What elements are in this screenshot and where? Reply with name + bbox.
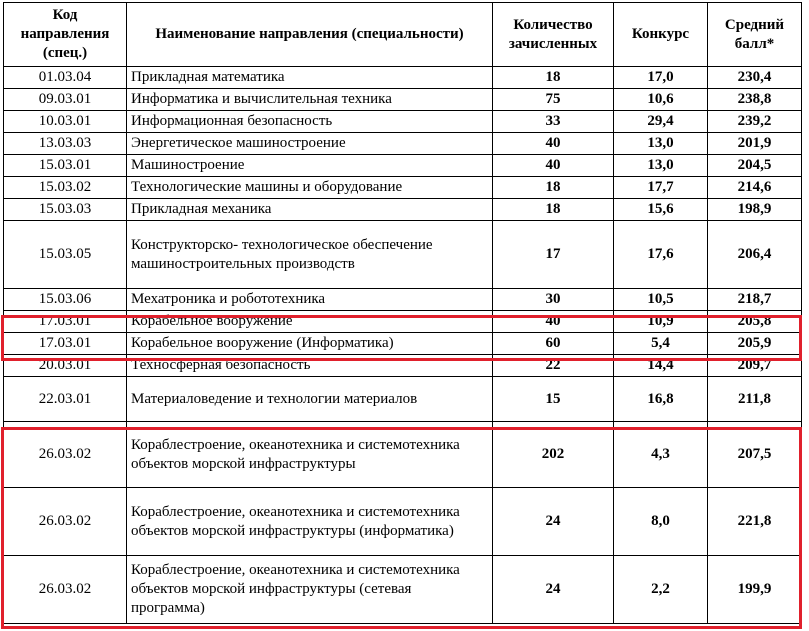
row-name: Кораблестроение, океанотехника и системотехника объектов морской инфраструктуры (сетевая программа) [127,556,493,624]
row-avg-score: 205,9 [708,333,802,355]
row-name: Прикладная математика [127,67,493,89]
row-avg-score: 211,8 [708,377,802,422]
row-name: Конструкторско- технологическое обеспечение машиностроительных производств [127,221,493,289]
row-competition: 29,4 [614,111,708,133]
row-code: 15.03.06 [4,289,127,311]
row-code: 13.03.03 [4,133,127,155]
row-competition: 16,8 [614,377,708,422]
row-enrolled: 40 [493,133,614,155]
row-enrolled: 24 [493,488,614,556]
row-avg-score: 199,9 [708,556,802,624]
row-competition: 15,6 [614,199,708,221]
row-name: Информационная безопасность [127,111,493,133]
table-row [4,155,802,177]
row-enrolled: 18 [493,199,614,221]
row-enrolled: 40 [493,311,614,333]
row-competition: 10,9 [614,311,708,333]
row-code: 01.03.04 [4,67,127,89]
row-code: 09.03.01 [4,89,127,111]
row-enrolled: 40 [493,155,614,177]
row-enrolled: 30 [493,289,614,311]
row-avg-score: 198,9 [708,199,802,221]
row-enrolled: 33 [493,111,614,133]
table-row [4,133,802,155]
row-enrolled: 18 [493,177,614,199]
table-row [4,333,802,355]
row-name: Технологические машины и оборудование [127,177,493,199]
row-competition: 5,4 [614,333,708,355]
row-code: 15.03.01 [4,155,127,177]
row-enrolled: 15 [493,377,614,422]
row-code: 15.03.03 [4,199,127,221]
table-row [4,177,802,199]
row-enrolled: 60 [493,333,614,355]
row-avg-score: 238,8 [708,89,802,111]
row-avg-score: 201,9 [708,133,802,155]
row-competition: 17,6 [614,221,708,289]
row-avg-score: 221,8 [708,488,802,556]
row-competition: 8,0 [614,488,708,556]
row-enrolled: 75 [493,89,614,111]
row-enrolled: 202 [493,422,614,488]
row-code: 26.03.02 [4,556,127,624]
table-row [4,488,802,556]
table-row [4,422,802,488]
row-avg-score: 206,4 [708,221,802,289]
row-avg-score: 230,4 [708,67,802,89]
row-competition: 4,3 [614,422,708,488]
row-avg-score: 207,5 [708,422,802,488]
table-row [4,355,802,377]
row-code: 15.03.02 [4,177,127,199]
row-competition: 14,4 [614,355,708,377]
table-row [4,556,802,624]
row-name: Техносферная безопасность [127,355,493,377]
row-enrolled: 24 [493,556,614,624]
row-name: Кораблестроение, океанотехника и системотехника объектов морской инфраструктуры (информатика) [127,488,493,556]
table-row [4,289,802,311]
table-row [4,199,802,221]
row-enrolled: 18 [493,67,614,89]
row-competition: 17,0 [614,67,708,89]
row-code: 17.03.01 [4,333,127,355]
row-name: Машиностроение [127,155,493,177]
header-avg-score: Средний балл* [708,3,802,67]
row-competition: 13,0 [614,155,708,177]
row-name: Кораблестроение, океанотехника и системотехника объектов морской инфраструктуры [127,422,493,488]
table-row [4,67,802,89]
row-competition: 10,5 [614,289,708,311]
header-name: Наименование направления (специальности) [127,3,493,67]
row-name: Корабельное вооружение (Информатика) [127,333,493,355]
header-enrolled: Количество зачисленных [493,3,614,67]
table-row [4,221,802,289]
header-competition: Конкурс [614,3,708,67]
row-competition: 13,0 [614,133,708,155]
table-row [4,377,802,422]
row-avg-score: 218,7 [708,289,802,311]
row-code: 22.03.01 [4,377,127,422]
row-avg-score: 239,2 [708,111,802,133]
row-name: Материаловедение и технологии материалов [127,377,493,422]
row-avg-score: 214,6 [708,177,802,199]
row-code: 10.03.01 [4,111,127,133]
row-competition: 2,2 [614,556,708,624]
row-enrolled: 17 [493,221,614,289]
row-avg-score: 204,5 [708,155,802,177]
table-row [4,311,802,333]
row-code: 15.03.05 [4,221,127,289]
admission-table [3,2,802,624]
row-name: Информатика и вычислительная техника [127,89,493,111]
row-code: 26.03.02 [4,422,127,488]
row-name: Корабельное вооружение [127,311,493,333]
row-code: 26.03.02 [4,488,127,556]
table-row [4,89,802,111]
row-name: Мехатроника и робототехника [127,289,493,311]
row-name: Прикладная механика [127,199,493,221]
row-code: 20.03.01 [4,355,127,377]
row-competition: 10,6 [614,89,708,111]
row-enrolled: 22 [493,355,614,377]
row-name: Энергетическое машиностроение [127,133,493,155]
row-code: 17.03.01 [4,311,127,333]
row-avg-score: 205,8 [708,311,802,333]
header-code: Код направления (спец.) [4,3,127,67]
table-header-row [4,3,802,67]
row-avg-score: 209,7 [708,355,802,377]
table-row [4,111,802,133]
row-competition: 17,7 [614,177,708,199]
